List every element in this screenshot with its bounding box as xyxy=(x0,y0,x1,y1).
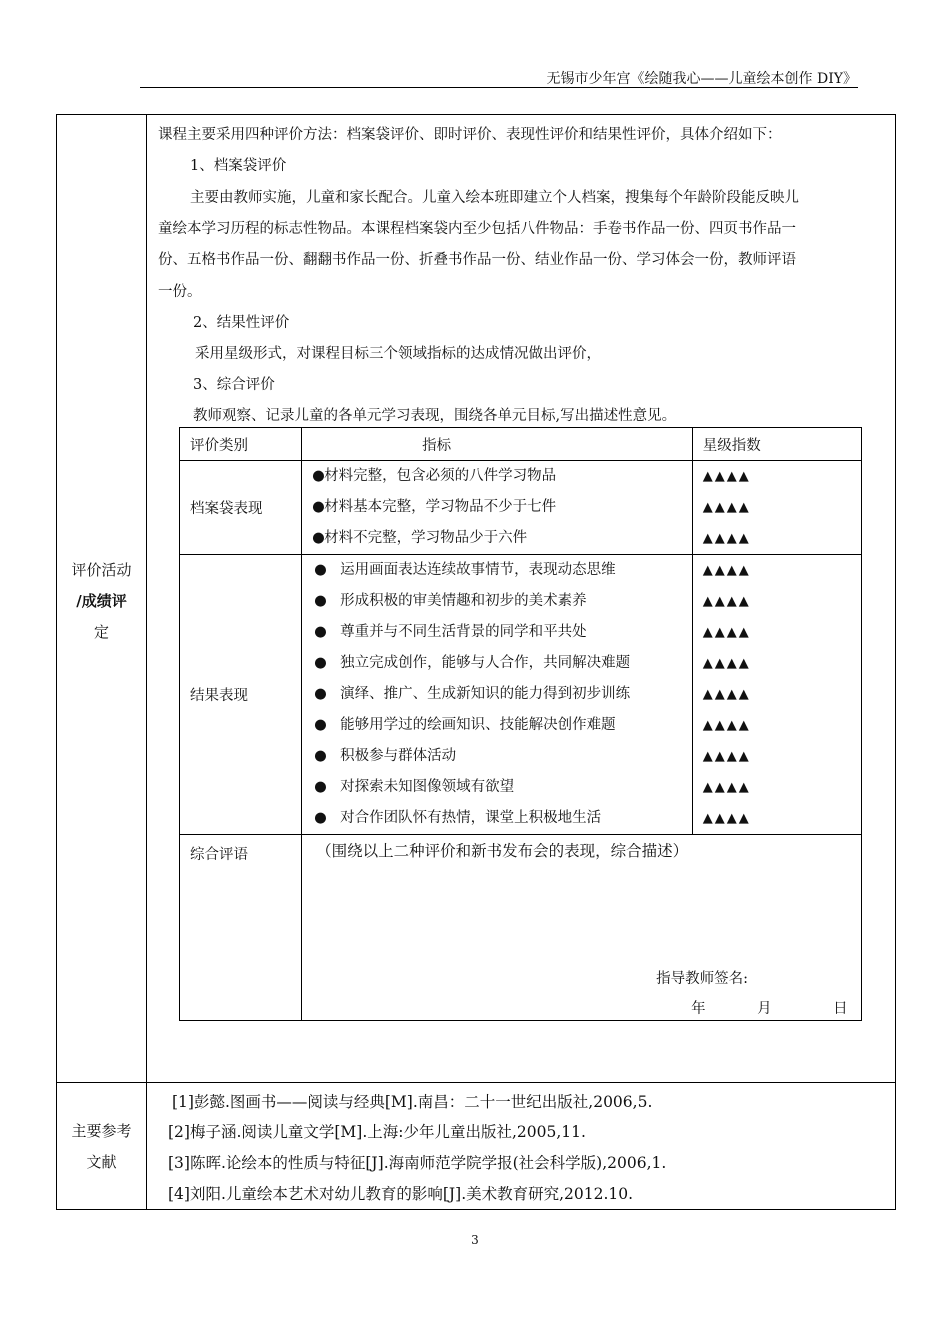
star-rating-icon: ▲▲▲▲ xyxy=(702,749,751,764)
header-indicator: 指标 xyxy=(302,428,693,461)
section-1-line-3: 份、五格书作品一份、翻翻书作品一份、折叠书作品一份、结业作品一份、学习体会一份，教师评语 xyxy=(158,252,796,268)
bullet-icon: ● xyxy=(314,810,327,826)
section-1-line-4: 一份。 xyxy=(158,284,202,300)
result-stars xyxy=(692,555,861,835)
bullet-icon: ● xyxy=(314,717,327,733)
header-category: 评价类别 xyxy=(180,428,302,461)
bullet-icon: ● xyxy=(314,779,327,795)
list-item: ●材料基本完整，学习物品不少于七件 xyxy=(312,492,692,523)
reference-item-4: [4]刘阳.儿童绘本艺术对幼儿教育的影响[J].美术教育研究,2012.10. xyxy=(168,1185,634,1203)
column-divider xyxy=(146,114,147,1210)
star-rating-icon: ▲▲▲▲ xyxy=(702,656,751,671)
bullet-icon: ● xyxy=(312,468,325,484)
section-3-title: 3、综合评价 xyxy=(193,377,275,393)
section-1-line-2: 童绘本学习历程的标志性物品。本课程档案袋内至少包括八件物品：手卷书作品一份、四页书作品一 xyxy=(158,221,796,237)
references-label-line-1: 主要参考 xyxy=(71,1122,132,1140)
evaluation-label-line-2: /成绩评 xyxy=(76,592,127,610)
star-rating-icon: ▲▲▲▲ xyxy=(702,500,751,515)
date-year-label: 年 xyxy=(691,1001,706,1017)
star-rating-icon: ▲▲▲▲ xyxy=(702,531,751,546)
teacher-signature-label: 指导教师签名: xyxy=(656,971,749,987)
references-row-label xyxy=(57,1116,146,1178)
references-label-line-2: 文献 xyxy=(86,1153,117,1171)
section-2-text: 采用星级形式，对课程目标三个领域指标的达成情况做出评价， xyxy=(195,346,601,362)
list-item: ● 独立完成创作，能够与人合作，共同解决难题 xyxy=(314,648,692,679)
list-item: ● 尊重并与不同生活背景的同学和平共处 xyxy=(314,617,692,648)
bullet-icon: ● xyxy=(314,655,327,671)
summary-note: （围绕以上二种评价和新书发布会的表现，综合描述） xyxy=(316,842,689,860)
list-item: ●材料不完整，学习物品少于六件 xyxy=(312,523,692,554)
star-rating-icon: ▲▲▲▲ xyxy=(702,625,751,640)
reference-item-1: [1]彭懿.图画书——阅读与经典[M].南昌：二十一世纪出版社,2006,5. xyxy=(172,1093,653,1111)
bullet-icon: ● xyxy=(312,499,325,515)
bullet-icon: ● xyxy=(314,593,327,609)
summary-cell xyxy=(302,835,862,1021)
page-number: 3 xyxy=(471,1233,479,1247)
portfolio-row xyxy=(180,461,862,555)
row-divider xyxy=(56,1082,896,1083)
evaluation-table xyxy=(179,427,862,1021)
evaluation-label-line-1: 评价活动 xyxy=(71,561,132,579)
star-rating-icon: ▲▲▲▲ xyxy=(702,469,751,484)
list-item: ● 运用画面表达连续故事情节，表现动态思维 xyxy=(314,555,692,586)
summary-row xyxy=(180,835,862,1021)
bullet-icon: ● xyxy=(314,748,327,764)
list-item: ● 对探索未知图像领域有欲望 xyxy=(314,772,692,803)
section-1-title: 1、档案袋评价 xyxy=(190,158,287,174)
bullet-icon: ● xyxy=(314,686,327,702)
section-1-line-1: 主要由教师实施，儿童和家长配合。儿童入绘本班即建立个人档案，搜集每个年龄阶段能反映儿 xyxy=(190,190,799,206)
list-item: ● 形成积极的审美情趣和初步的美术素养 xyxy=(314,586,692,617)
section-3-text: 教师观察、记录儿童的各单元学习表现，围绕各单元目标,写出描述性意见。 xyxy=(193,408,677,424)
date-month-label: 月 xyxy=(757,1001,772,1017)
section-2-title: 2、结果性评价 xyxy=(193,315,290,331)
result-row xyxy=(180,555,862,835)
portfolio-indicators xyxy=(302,461,693,555)
running-header: 无锡市少年宫《绘随我心——儿童绘本创作 DIY》 xyxy=(546,71,857,87)
bullet-icon: ● xyxy=(314,624,327,640)
portfolio-stars xyxy=(692,461,861,555)
date-day-label: 日 xyxy=(833,1001,848,1017)
list-item: ●材料完整，包含必须的八件学习物品 xyxy=(312,461,692,492)
bullet-icon: ● xyxy=(314,562,327,578)
summary-category: 综合评语 xyxy=(180,835,302,1021)
list-item: ● 对合作团队怀有热情，课堂上积极地生活 xyxy=(314,803,692,834)
header-stars: 星级指数 xyxy=(692,428,861,461)
star-rating-icon: ▲▲▲▲ xyxy=(702,594,751,609)
star-rating-icon: ▲▲▲▲ xyxy=(702,780,751,795)
bullet-icon: ● xyxy=(312,530,325,546)
star-rating-icon: ▲▲▲▲ xyxy=(702,563,751,578)
intro-paragraph: 课程主要采用四种评价方法：档案袋评价、即时评价、表现性评价和结果性评价，具体介绍如下： xyxy=(158,127,782,143)
evaluation-row-label xyxy=(57,555,146,648)
portfolio-category: 档案袋表现 xyxy=(180,461,302,555)
star-rating-icon: ▲▲▲▲ xyxy=(702,811,751,826)
list-item: ● 积极参与群体活动 xyxy=(314,741,692,772)
evaluation-label-line-3: 定 xyxy=(93,623,109,641)
star-rating-icon: ▲▲▲▲ xyxy=(702,718,751,733)
header-rule xyxy=(140,87,858,88)
result-category: 结果表现 xyxy=(180,555,302,835)
reference-item-3: [3]陈晖.论绘本的性质与特征[J].海南师范学院学报(社会科学版),2006,1. xyxy=(168,1154,667,1172)
list-item: ● 演绎、推广、生成新知识的能力得到初步训练 xyxy=(314,679,692,710)
table-header-row xyxy=(180,428,862,461)
star-rating-icon: ▲▲▲▲ xyxy=(702,687,751,702)
reference-item-2: [2]梅子涵.阅读儿童文学[M].上海:少年儿童出版社,2005,11. xyxy=(168,1123,586,1141)
list-item: ● 能够用学过的绘画知识、技能解决创作难题 xyxy=(314,710,692,741)
result-indicators xyxy=(302,555,693,835)
